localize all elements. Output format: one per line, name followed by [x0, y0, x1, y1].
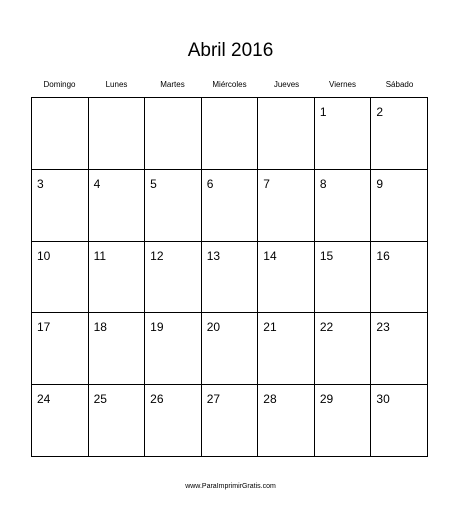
day-number: 23	[376, 320, 390, 335]
day-cell	[202, 313, 259, 385]
day-number: 28	[263, 392, 277, 407]
day-cell	[371, 242, 428, 314]
day-number: 10	[37, 248, 51, 263]
day-cell	[258, 170, 315, 242]
day-cell	[32, 98, 89, 170]
day-cell	[258, 313, 315, 385]
day-cell	[202, 170, 259, 242]
day-cell	[145, 98, 202, 170]
day-cell	[258, 385, 315, 457]
day-cell	[145, 242, 202, 314]
day-number: 12	[150, 248, 164, 263]
weekday-wednesday: Miércoles	[212, 80, 247, 89]
day-number: 21	[263, 320, 277, 335]
day-cell	[371, 385, 428, 457]
day-number: 13	[206, 248, 221, 263]
day-cell	[89, 242, 146, 314]
day-number: 3	[37, 176, 44, 191]
day-cell	[315, 313, 372, 385]
day-number: 6	[206, 176, 214, 191]
day-cell	[145, 385, 202, 457]
day-cell	[315, 170, 372, 242]
weekday-sunday: Domingo	[43, 80, 76, 89]
day-cell	[202, 242, 259, 314]
day-cell	[32, 385, 89, 457]
day-number: 18	[93, 320, 107, 335]
day-cell	[371, 313, 428, 385]
day-number: 27	[206, 392, 221, 407]
day-cell	[145, 170, 202, 242]
day-cell	[145, 313, 202, 385]
day-number: 26	[150, 392, 164, 407]
weekday-friday: Viernes	[329, 80, 356, 89]
day-cell	[89, 385, 146, 457]
day-number: 5	[150, 176, 157, 191]
day-cell	[258, 98, 315, 170]
weekday-saturday: Sábado	[385, 80, 414, 89]
day-cell	[32, 170, 89, 242]
day-cell	[32, 242, 89, 314]
day-cell	[89, 98, 146, 170]
day-number: 9	[376, 176, 384, 191]
calendar-grid	[31, 97, 428, 457]
weekday-monday: Lunes	[105, 80, 128, 89]
day-cell	[258, 242, 315, 314]
day-number: 16	[376, 248, 390, 263]
day-number: 22	[319, 320, 334, 335]
day-number: 15	[319, 248, 334, 263]
footer-site-link[interactable]: www.ParaImprimirGratis.com	[185, 483, 276, 490]
weekday-thursday: Jueves	[273, 80, 300, 89]
day-number: 2	[376, 105, 384, 119]
day-cell	[371, 170, 428, 242]
day-number: 8	[319, 176, 327, 191]
day-cell	[32, 313, 89, 385]
day-number: 19	[150, 320, 164, 335]
day-number: 25	[93, 392, 107, 407]
day-cell	[89, 170, 146, 242]
calendar-title: Abril 2016	[187, 40, 274, 61]
day-number: 7	[263, 176, 270, 191]
day-number: 11	[93, 248, 107, 263]
weekday-tuesday: Martes	[160, 80, 185, 89]
day-number: 4	[93, 176, 101, 191]
day-cell	[315, 98, 372, 170]
day-cell	[315, 385, 372, 457]
day-number: 1	[319, 105, 327, 119]
day-cell	[89, 313, 146, 385]
day-number: 14	[263, 248, 277, 263]
day-cell	[202, 98, 259, 170]
day-number: 17	[37, 320, 51, 335]
day-number: 24	[37, 392, 51, 407]
day-number: 29	[319, 392, 334, 407]
day-cell	[371, 98, 428, 170]
day-number: 30	[376, 392, 390, 407]
day-cell	[315, 242, 372, 314]
day-cell	[202, 385, 259, 457]
day-number: 20	[206, 320, 221, 335]
